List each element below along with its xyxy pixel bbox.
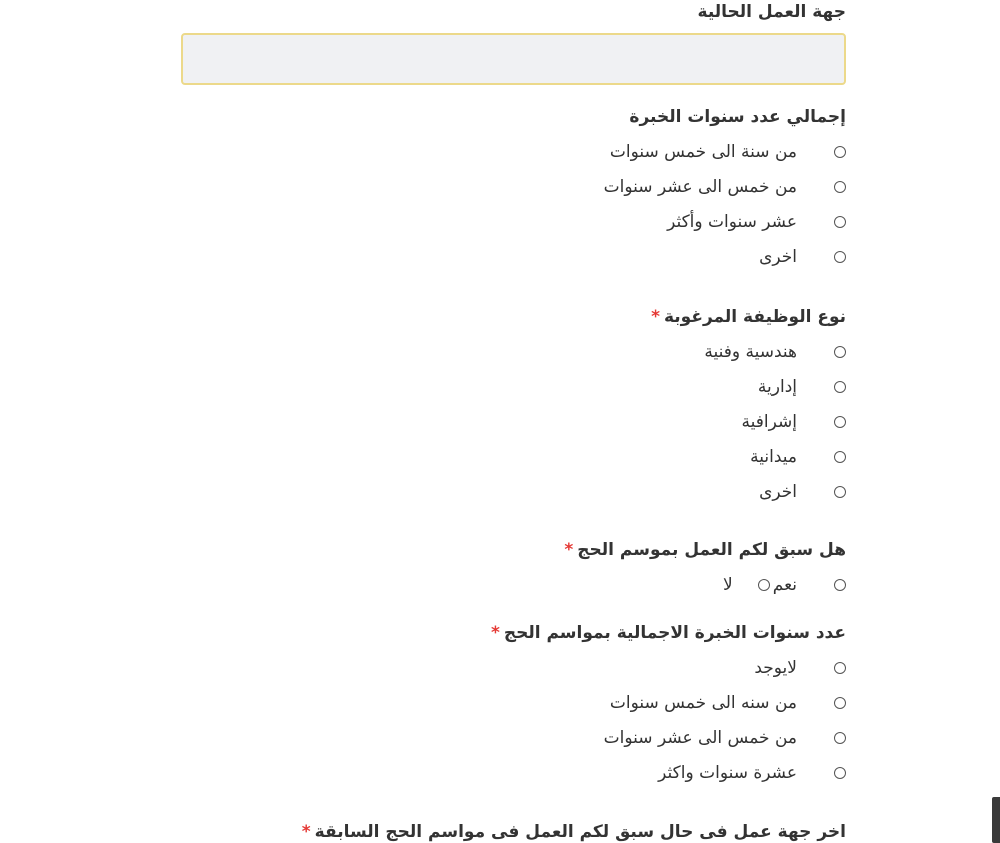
hajj-experience-option-none[interactable]: لايوجد <box>754 656 846 680</box>
radio-circle-icon[interactable] <box>834 251 846 263</box>
radio-circle-icon[interactable] <box>834 662 846 674</box>
hajj-worked-before-options <box>723 573 846 597</box>
radio-circle-icon[interactable] <box>834 346 846 358</box>
hajj-experience-option-1-5[interactable]: من سنه الى خمس سنوات <box>610 691 846 715</box>
total-experience-option-4[interactable]: اخرى <box>759 245 846 269</box>
job-type-option-other[interactable]: اخرى <box>759 480 846 504</box>
total-experience-option-1[interactable]: من سنة الى خمس سنوات <box>610 140 846 164</box>
last-hajj-employer-label-text: اخر جهة عمل فى حال سبق لكم العمل فى مواسم الحج السابقة <box>314 822 846 842</box>
last-hajj-employer-group <box>181 820 846 843</box>
current-employer-input[interactable] <box>181 33 846 85</box>
last-hajj-employer-label <box>181 820 846 843</box>
radio-circle-icon[interactable] <box>834 767 846 779</box>
radio-circle-icon[interactable] <box>834 216 846 228</box>
job-type-option-supervisory[interactable]: إشرافية <box>742 410 846 434</box>
job-type-option-administrative[interactable]: إدارية <box>758 375 846 399</box>
radio-circle-icon[interactable] <box>834 181 846 193</box>
hajj-worked-before-option-yes[interactable]: نعم <box>773 573 846 597</box>
total-experience-option-2[interactable]: من خمس الى عشر سنوات <box>604 175 846 199</box>
job-type-option-engineering[interactable]: هندسية وفنية <box>704 340 846 364</box>
hajj-worked-before-label <box>181 538 846 562</box>
radio-circle-icon[interactable] <box>834 486 846 498</box>
radio-circle-icon[interactable] <box>834 146 846 158</box>
total-experience-label: إجمالي عدد سنوات الخبرة <box>629 107 846 127</box>
desired-job-type-label-text: نوع الوظيفة المرغوبة <box>663 307 846 327</box>
required-asterisk: * <box>651 307 660 327</box>
required-asterisk: * <box>301 822 311 842</box>
radio-circle-icon[interactable] <box>834 451 846 463</box>
hajj-experience-years-label <box>181 621 846 645</box>
current-employer-group <box>181 0 846 85</box>
hajj-experience-option-10-plus[interactable]: عشرة سنوات واكثر <box>658 761 846 785</box>
total-experience-option-3[interactable]: عشر سنوات وأكثر <box>667 210 846 234</box>
hajj-worked-before-group <box>181 538 846 600</box>
radio-circle-icon[interactable] <box>834 381 846 393</box>
hajj-worked-before-option-no[interactable]: لا <box>723 573 770 597</box>
radio-circle-icon[interactable] <box>834 697 846 709</box>
radio-circle-icon[interactable] <box>758 579 770 591</box>
radio-circle-icon[interactable] <box>834 416 846 428</box>
total-experience-group <box>181 105 846 275</box>
radio-circle-icon[interactable] <box>834 579 846 591</box>
desired-job-type-label <box>181 305 846 329</box>
hajj-experience-years-group <box>181 621 846 791</box>
current-employer-label: جهة العمل الحالية <box>697 2 846 22</box>
required-asterisk: * <box>490 623 500 643</box>
required-asterisk: * <box>564 540 574 560</box>
job-type-option-field[interactable]: ميدانية <box>750 445 846 469</box>
hajj-experience-option-5-10[interactable]: من خمس الى عشر سنوات <box>604 726 846 750</box>
scrollbar-thumb[interactable] <box>992 797 1000 843</box>
radio-circle-icon[interactable] <box>834 732 846 744</box>
desired-job-type-group <box>181 305 846 510</box>
hajj-experience-years-label-text: عدد سنوات الخبرة الاجمالية بمواسم الحج <box>503 623 846 643</box>
hajj-worked-before-label-text: هل سبق لكم العمل بموسم الحج <box>577 540 846 560</box>
